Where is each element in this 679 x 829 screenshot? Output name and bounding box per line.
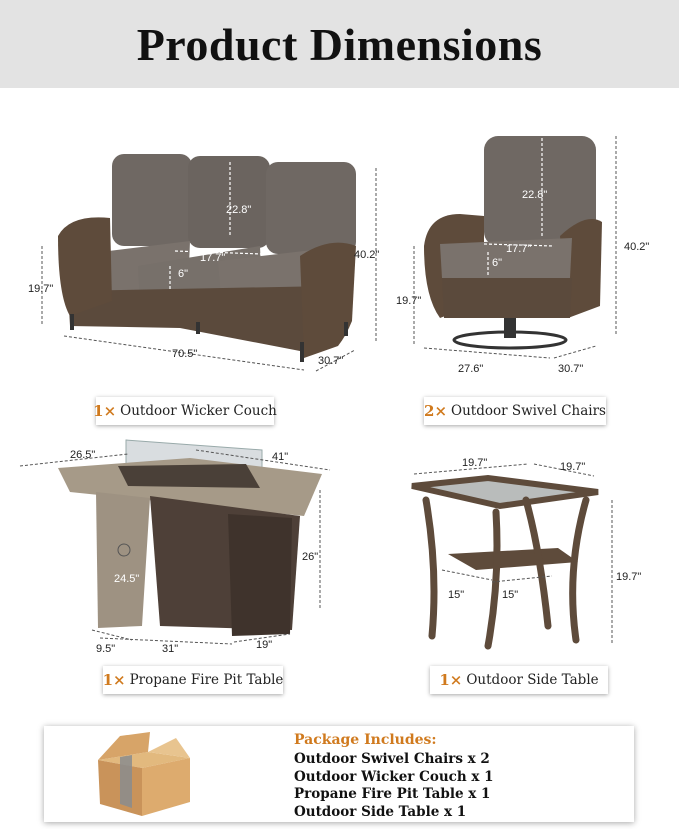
firepit-base-depth: 19": [256, 639, 273, 651]
firepit-illustration: [0, 430, 360, 664]
chair-width: 27.6": [458, 363, 484, 375]
sidetable-label: [430, 666, 608, 694]
couch-width: 70.5": [172, 348, 198, 360]
couch-arm-height: 19.7": [28, 283, 54, 295]
sidetable-name: Outdoor Side Table: [466, 672, 599, 688]
chair-label: [424, 397, 606, 425]
couch-cushion-thickness: 6": [178, 268, 189, 280]
page-header: [0, 0, 679, 88]
package-item: Outdoor Swivel Chairs x 2: [294, 751, 490, 767]
firepit-top-depth: 26.5": [70, 449, 96, 461]
chair-qty: 2×: [424, 402, 448, 420]
sidetable-top-width: 19.7": [462, 457, 488, 469]
couch-depth: 30.7": [318, 355, 344, 367]
firepit-height: 26": [302, 551, 319, 563]
sidetable-leg-span-2: 15": [502, 589, 519, 601]
firepit-name: Propane Fire Pit Table: [129, 672, 284, 688]
sidetable-height: 19.7": [616, 571, 642, 583]
firepit-door-height: 24.5": [114, 573, 140, 585]
package-list: [294, 751, 494, 821]
chair-arm-height: 19.7": [396, 295, 422, 307]
package-includes-box: [44, 726, 634, 822]
chair-back-height: 22.8": [522, 189, 548, 201]
couch-panel: [0, 96, 400, 396]
chair-illustration: [396, 96, 679, 396]
firepit-door-width: 9.5": [96, 643, 116, 655]
package-item: Propane Fire Pit Table x 1: [294, 786, 491, 802]
couch-label: [93, 397, 277, 425]
firepit-panel: [0, 430, 360, 664]
sidetable-panel: [380, 430, 679, 664]
package-box-icon: [90, 730, 200, 820]
package-title: Package Includes:: [294, 732, 437, 748]
sidetable-illustration: [380, 430, 679, 664]
sidetable-top-depth: 19.7": [560, 461, 586, 473]
firepit-top-width: 41": [272, 451, 289, 463]
package-item: Outdoor Wicker Couch x 1: [294, 768, 494, 785]
couch-seat-depth: 17.7": [200, 252, 226, 264]
couch-name: Outdoor Wicker Couch: [120, 403, 277, 419]
sidetable-leg-span-1: 15": [448, 589, 465, 601]
firepit-label: [103, 666, 283, 694]
chair-name: Outdoor Swivel Chairs: [451, 403, 606, 419]
couch-illustration: [0, 96, 400, 396]
firepit-base-width: 31": [162, 643, 179, 655]
sidetable-qty: 1×: [439, 671, 463, 689]
firepit-qty: 1×: [102, 671, 126, 689]
chair-cushion-thickness: 6": [492, 257, 503, 269]
chair-panel: [396, 96, 679, 396]
couch-total-height: 40.2": [354, 249, 380, 261]
couch-qty: 1×: [93, 402, 117, 420]
page-title: Product Dimensions: [136, 18, 543, 70]
chair-seat-depth: 17.7": [506, 243, 532, 255]
chair-depth: 30.7": [558, 363, 584, 375]
package-item: Outdoor Side Table x 1: [294, 803, 467, 820]
chair-total-height: 40.2": [624, 241, 650, 253]
couch-back-height: 22.8": [226, 204, 252, 216]
